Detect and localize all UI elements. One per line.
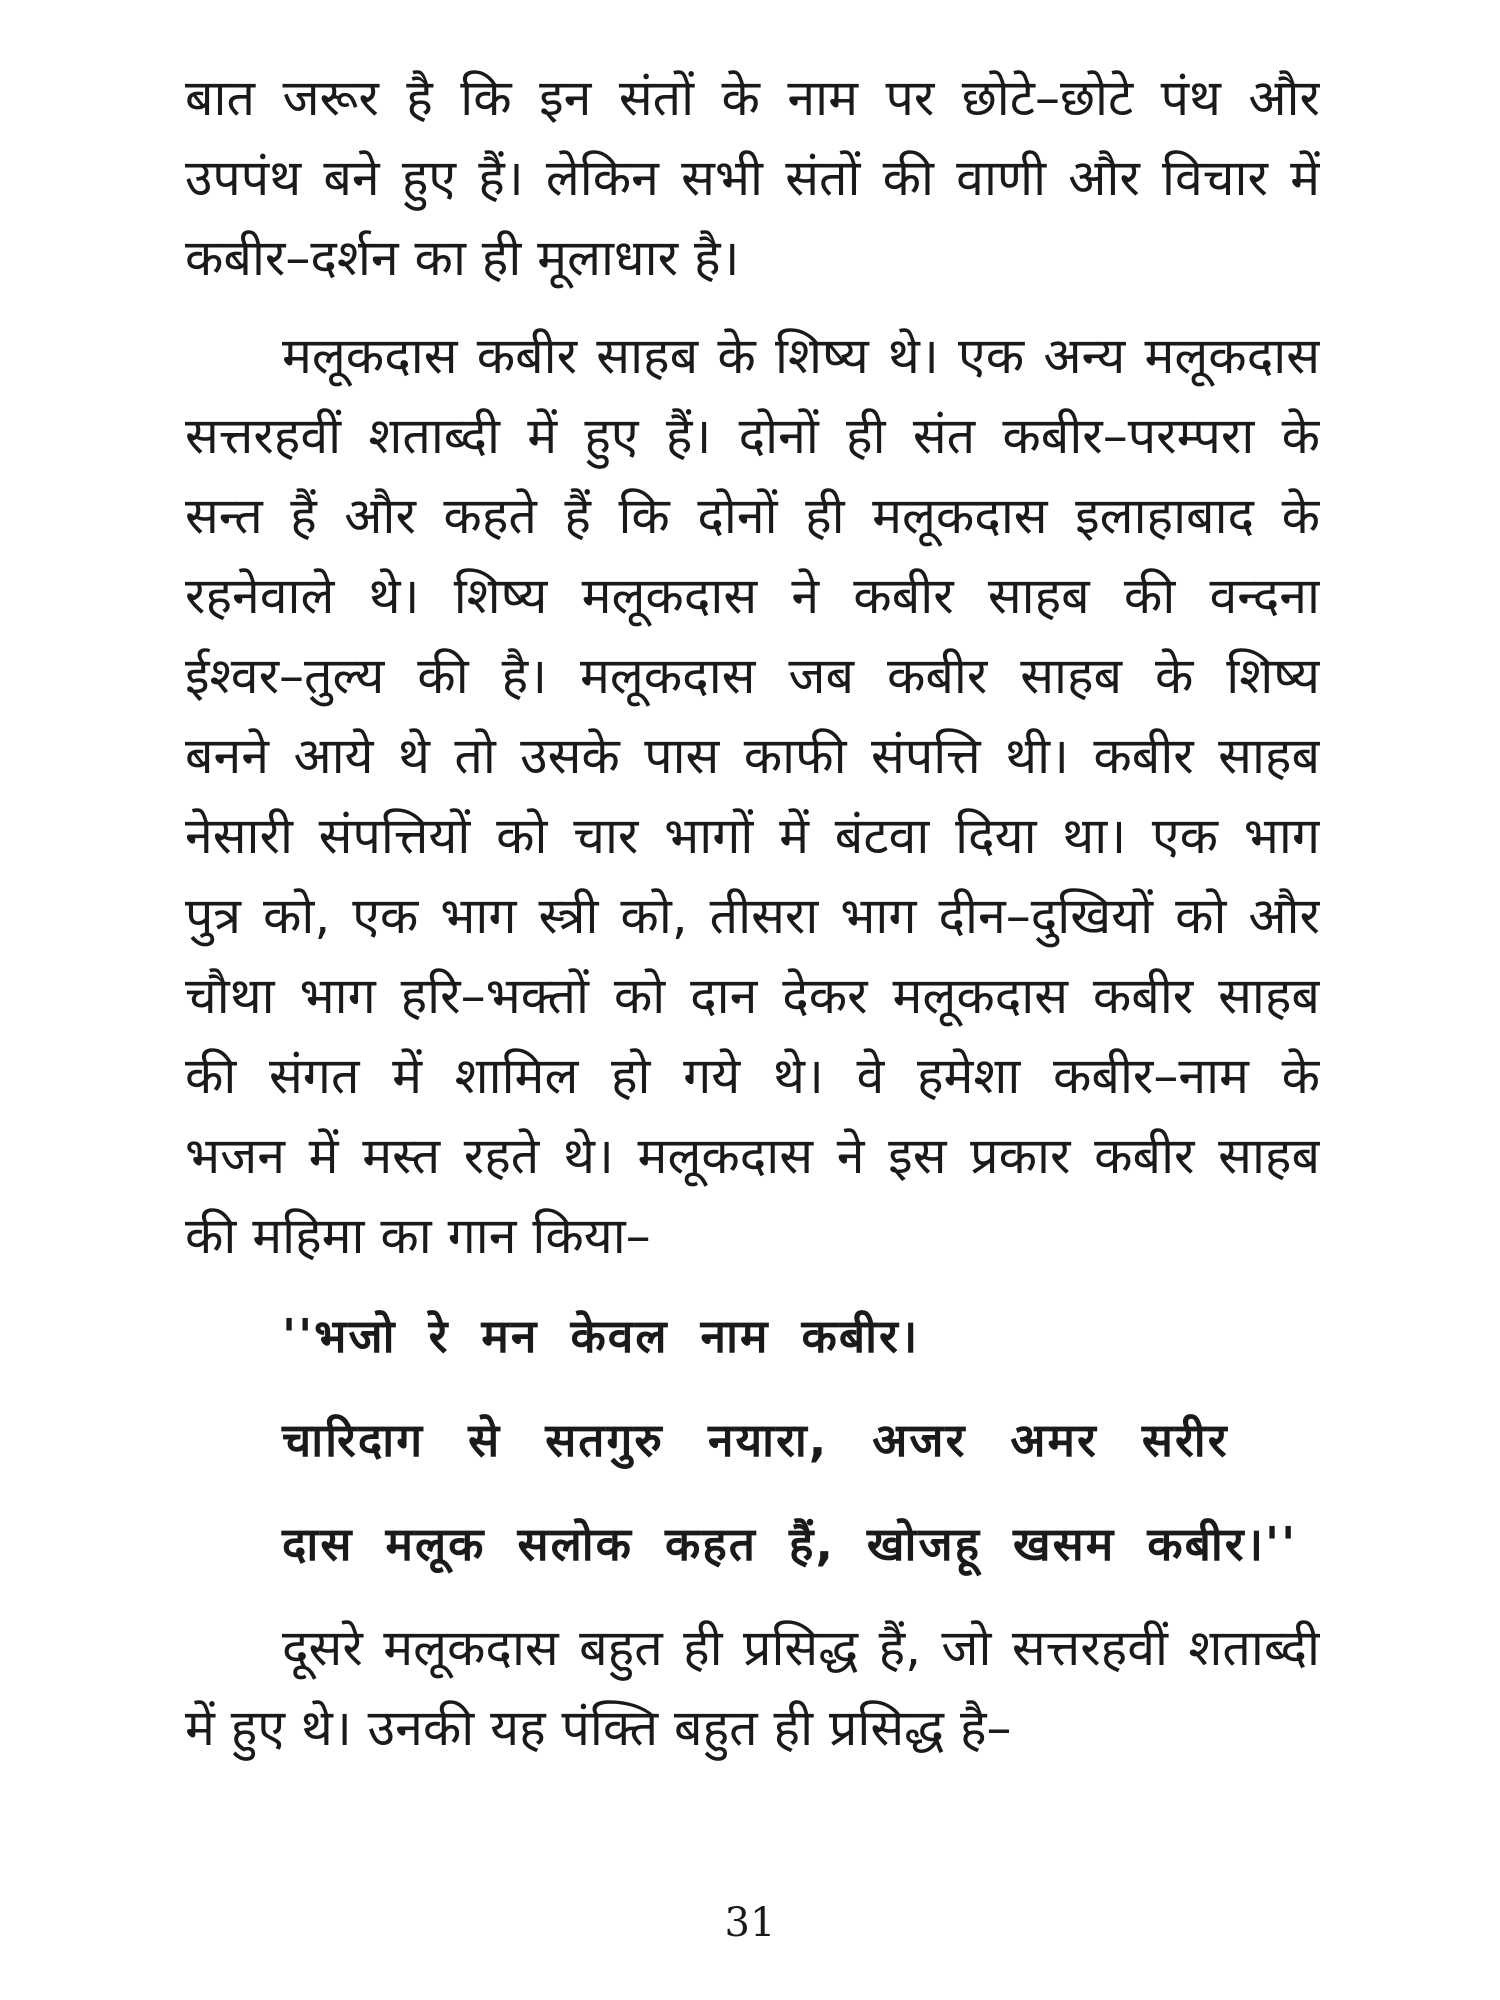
text-line: उपपंथ बने हुए हैं। लेकिन सभी संतों की वाणी और विचार में [185,149,1320,207]
verse-line: दास मलूक सलोक कहत हैं, खोजहू खसम कबीर।'' [282,1517,1298,1571]
text-line: में हुए थे। उनकी यह पंक्ति बहुत ही प्रसिद्ध है– [185,1699,1012,1757]
text-line: ईश्वर–तुल्य की है। मलूकदास जब कबीर साहब के शिष्य [185,647,1320,705]
text-line: दूसरे मलूकदास बहुत ही प्रसिद्ध हैं, जो सत्तरहवीं शताब्दी [282,1619,1320,1677]
text-line: की महिमा का गान किया– [185,1207,651,1265]
text-line: नेसारी संपत्तियों को चार भागों में बंटवा दिया था। एक भाग [185,807,1320,865]
text-line: बात जरूर है कि इन संतों के नाम पर छोटे–छोटे पंथ और [185,69,1320,127]
text-line: मलूकदास कबीर साहब के शिष्य थे। एक अन्य मलूकदास [282,327,1320,385]
page-number: 31 [724,1900,776,1946]
text-line: चौथा भाग हरि–भक्तों को दान देकर मलूकदास कबीर साहब [185,967,1320,1025]
text-line: रहनेवाले थे। शिष्य मलूकदास ने कबीर साहब की वन्दना [185,567,1320,625]
text-line: सन्त हैं और कहते हैं कि दोनों ही मलूकदास इलाहाबाद के [185,487,1320,545]
text-line: भजन में मस्त रहते थे। मलूकदास ने इस प्रकार कबीर साहब [185,1127,1320,1185]
verse-line: ''भजो रे मन केवल नाम कबीर। [282,1309,920,1363]
text-line: पुत्र को, एक भाग स्त्री को, तीसरा भाग दीन–दुखियों को और [185,887,1320,945]
verse-line: चारिदाग से सतगुरु नयारा, अजर अमर सरीर [282,1413,1229,1467]
text-line: कबीर–दर्शन का ही मूलाधार है। [185,229,740,287]
text-line: सत्तरहवीं शताब्दी में हुए हैं। दोनों ही संत कबीर–परम्परा के [185,407,1320,465]
text-line: की संगत में शामिल हो गये थे। वे हमेशा कबीर–नाम के [185,1047,1320,1105]
text-line: बनने आये थे तो उसके पास काफी संपत्ति थी। कबीर साहब [185,727,1320,785]
